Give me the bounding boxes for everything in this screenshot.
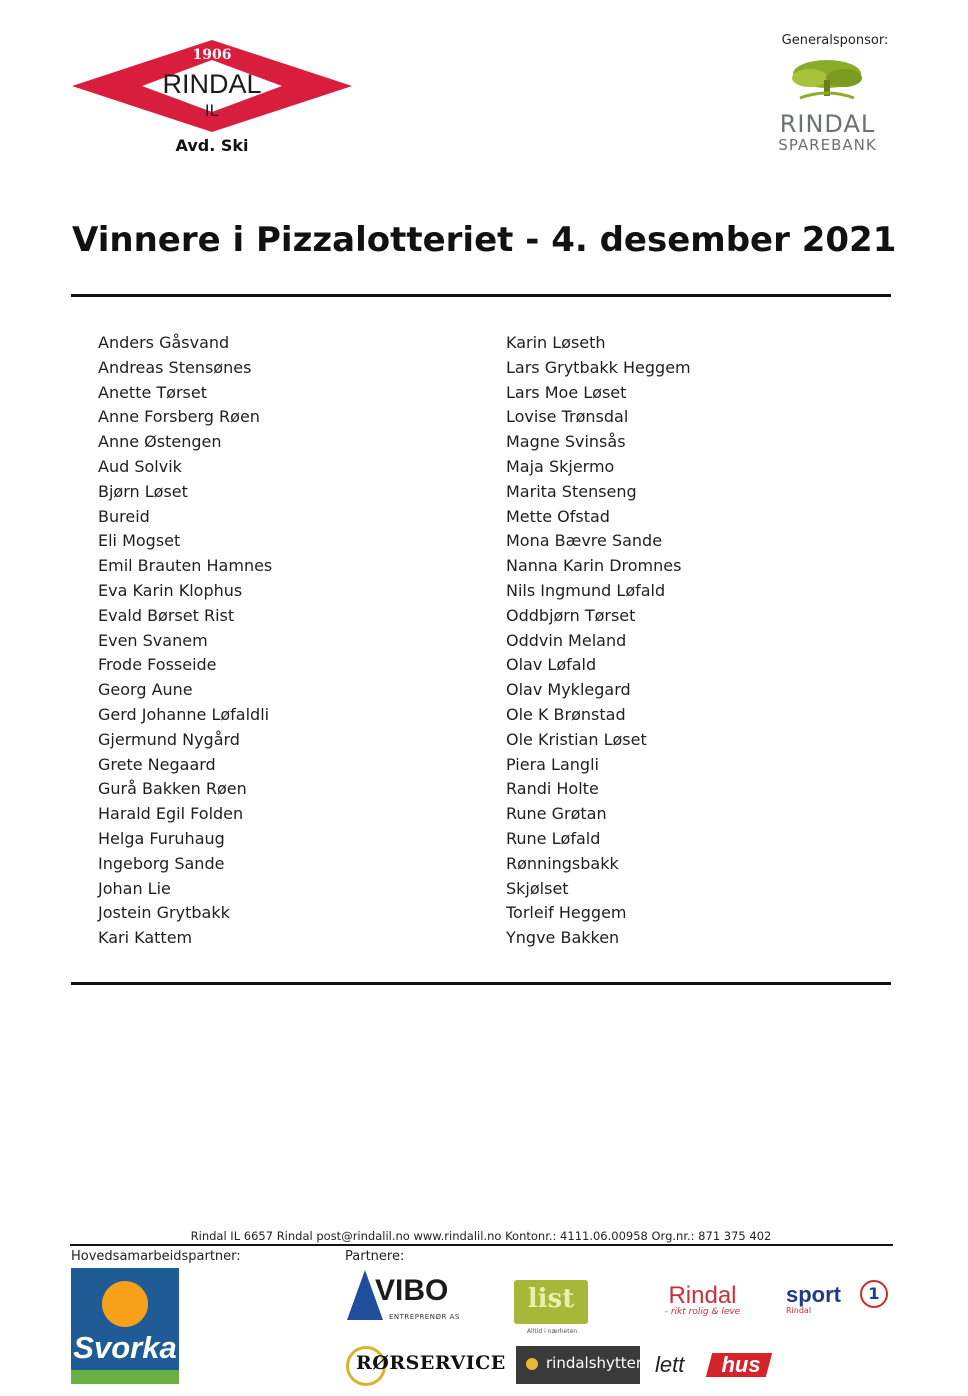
winner-name: Mona Bævre Sande xyxy=(506,531,663,551)
winner-name: Eli Mogset xyxy=(98,531,181,551)
club-suffix: IL xyxy=(204,101,220,120)
winner-name: Gerd Johanne Løfaldli xyxy=(98,704,270,724)
winner-name: Gjermund Nygård xyxy=(98,729,240,749)
sponsor-name: RINDAL xyxy=(779,110,876,138)
winner-name: Eva Karin Klophus xyxy=(98,580,243,600)
winner-name: Emil Brauten Hamnes xyxy=(98,556,273,576)
winner-name: Bjørn Løset xyxy=(98,481,188,501)
winner-name: Aud Solvik xyxy=(98,456,182,476)
rorservice-wordmark: RØRSERVICE xyxy=(356,1352,506,1374)
winner-name: Karin Løseth xyxy=(506,333,606,352)
list-wordmark: list xyxy=(527,1284,575,1314)
winner-name: Magne Svinsås xyxy=(506,432,626,452)
winner-name: Jostein Grytbakk xyxy=(98,903,230,923)
winner-name: Johan Lie xyxy=(98,878,171,898)
winner-name: Anders Gåsvand xyxy=(98,333,230,352)
winner-name: Anne Forsberg Røen xyxy=(98,407,260,427)
hus-wordmark: hus xyxy=(721,1352,761,1377)
main-partner-label: Hovedsamarbeidspartner: xyxy=(71,1249,241,1264)
list-divider xyxy=(71,982,891,985)
winner-name: Olav Løfald xyxy=(506,655,597,675)
vibo-subtitle: ENTREPRENØR AS xyxy=(389,1313,460,1321)
sponsor-label: Generalsponsor: xyxy=(781,33,889,48)
rindal-partner-wordmark: Rindal xyxy=(668,1282,737,1309)
dot-icon xyxy=(526,1358,538,1370)
footer-divider xyxy=(70,1244,893,1246)
winner-name: Anette Tørset xyxy=(98,382,207,402)
winner-name: Lovise Trønsdal xyxy=(506,407,629,427)
list-tagline: Alltid i nærheten xyxy=(526,1328,578,1335)
sponsor-subname: SPAREBANK xyxy=(778,136,877,154)
winner-name: Georg Aune xyxy=(98,680,193,700)
sport1-logo xyxy=(782,1280,890,1318)
winner-name: Oddvin Meland xyxy=(506,630,627,650)
rindal-partner-logo xyxy=(660,1282,745,1322)
winner-name: Ole K Brønstad xyxy=(506,704,626,724)
sun-icon xyxy=(102,1281,148,1327)
list-logo xyxy=(512,1280,592,1336)
winner-name: Anne Østengen xyxy=(98,432,222,452)
winner-name: Randi Holte xyxy=(506,779,599,799)
sport1-subtitle: Rindal xyxy=(786,1306,812,1315)
winner-name: Nanna Karin Dromnes xyxy=(506,556,682,576)
sport1-number: 1 xyxy=(860,1280,888,1308)
sport1-wordmark: sport xyxy=(786,1282,841,1307)
tree-icon xyxy=(770,56,885,106)
svorka-logo xyxy=(71,1268,179,1384)
winners-list-right xyxy=(506,331,691,951)
rindalshytter-logo xyxy=(516,1346,643,1384)
winner-name: Gurå Bakken Røen xyxy=(98,779,247,799)
footer-contact-info: Rindal IL 6657 Rindal post@rindalil.no www.rindalil.no Kontonr.: 4111.06.00958 Org.nr.: 871 375 402 xyxy=(190,1229,772,1243)
club-name: RINDAL xyxy=(162,69,262,99)
rindal-partner-tagline: - rikt rolig & leve xyxy=(664,1307,741,1317)
winner-name: Skjølset xyxy=(506,878,569,898)
page-title: Vinnere i Pizzalotteriet - 4. desember 2021 xyxy=(72,220,897,260)
winner-name: Bureid xyxy=(98,506,150,526)
winners-list-left xyxy=(98,331,272,951)
winner-name: Rønningsbakk xyxy=(506,853,619,873)
winner-name: Torleif Heggem xyxy=(506,903,627,923)
club-dept: Avd. Ski xyxy=(175,136,249,155)
winner-name: Piera Langli xyxy=(506,754,599,774)
winner-name: Oddbjørn Tørset xyxy=(506,605,636,625)
letthus-logo xyxy=(655,1350,773,1380)
vibo-wordmark: VIBO xyxy=(375,1274,449,1307)
vibo-logo xyxy=(345,1268,460,1324)
winner-name: Ole Kristian Løset xyxy=(506,729,647,749)
winner-name: Lars Moe Løset xyxy=(506,382,627,402)
rindalshytter-wordmark: rindalshytter xyxy=(546,1354,643,1372)
winner-name: Nils Ingmund Løfald xyxy=(506,580,666,600)
list-badge xyxy=(514,1280,588,1324)
svorka-band xyxy=(71,1370,179,1384)
rorservice-logo xyxy=(344,1344,504,1386)
lett-wordmark: lett xyxy=(655,1352,685,1377)
sponsor-logo xyxy=(770,56,885,156)
winner-name: Mette Ofstad xyxy=(506,506,610,526)
club-logo xyxy=(70,38,354,160)
winner-name: Helga Furuhaug xyxy=(98,828,225,848)
winner-name: Even Svanem xyxy=(98,630,208,650)
title-divider xyxy=(71,294,891,297)
winner-name: Harald Egil Folden xyxy=(98,804,244,824)
winner-name: Evald Børset Rist xyxy=(98,605,235,625)
winner-name: Lars Grytbakk Heggem xyxy=(506,357,691,377)
winner-name: Rune Løfald xyxy=(506,828,601,848)
winner-name: Frode Fosseide xyxy=(98,655,217,675)
winner-name: Rune Grøtan xyxy=(506,804,607,824)
winner-name: Maja Skjermo xyxy=(506,456,615,476)
winner-name: Kari Kattem xyxy=(98,928,193,948)
winner-name: Marita Stenseng xyxy=(506,481,637,501)
winner-name: Yngve Bakken xyxy=(506,928,620,948)
winner-name: Andreas Stensønes xyxy=(98,357,252,377)
winner-name: Olav Myklegard xyxy=(506,680,631,700)
club-year: 1906 xyxy=(192,47,232,63)
partners-label: Partnere: xyxy=(345,1249,405,1264)
svorka-wordmark: Svorka xyxy=(73,1330,177,1365)
winner-name: Ingeborg Sande xyxy=(98,853,225,873)
winner-name: Grete Negaard xyxy=(98,754,216,774)
